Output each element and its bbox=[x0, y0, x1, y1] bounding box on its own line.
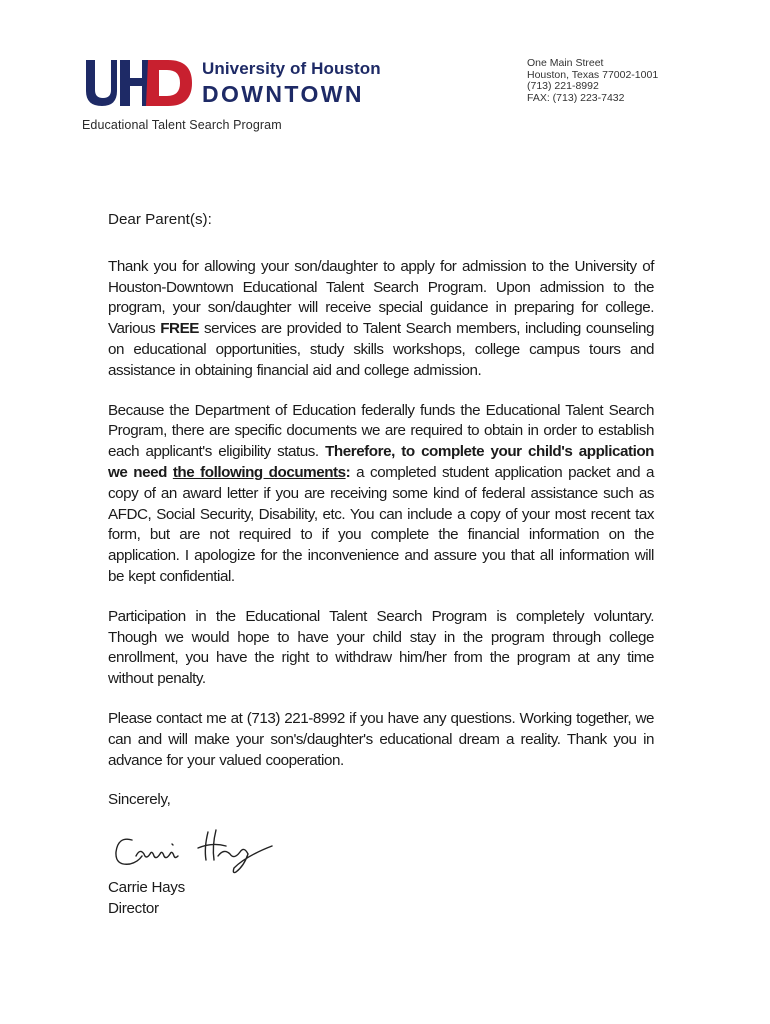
signer-name: Carrie Hays bbox=[108, 879, 185, 896]
free-emphasis: FREE bbox=[160, 320, 199, 338]
address-street: One Main Street bbox=[527, 57, 604, 69]
paragraph-contact: Please contact me at (713) 221-8992 if you have any questions. Working together, we can and will make your son's/daughter's educational dream a reality. Thank you in advance for your valued cooperation. bbox=[108, 709, 654, 769]
signer-block bbox=[108, 877, 185, 919]
salutation: Dear Parent(s): bbox=[108, 211, 212, 228]
signer-title: Director bbox=[108, 900, 159, 917]
paragraph-documents-text-e: a completed student application packet and a copy of an award letter if you are receiving some kind of federal assistance such as AFDC, Social Security, Disability, etc. You can include a copy of your most recent tax form, but are not required to if you complete the financial information on the application. I apologize for the inconvenience and assure you that all information will be kept confidential. bbox=[108, 463, 654, 585]
paragraph-documents-text-a: Because the Department of Education federally funds the Educational Talent Search Program, there are specific documents we are required to obtain in order to establish each applicant's eligibility status. bbox=[108, 401, 654, 461]
address-block bbox=[527, 58, 658, 104]
letter-body bbox=[108, 210, 654, 811]
paragraph-intro-text-a: Thank you for allowing your son/daughter to apply for admission to the University of Houston-Downtown Educational Talent Search Program. Upon admission to the program, your son/daughter will receive special guidance in preparing for college. Various bbox=[108, 257, 654, 338]
paragraph-intro-text-c: services are provided to Talent Search members, including counseling on educational opportunities, study skills workshops, college campus tours and assistance in obtaining financial aid and college admission. bbox=[108, 320, 654, 379]
address-phone: (713) 221-8992 bbox=[527, 80, 599, 92]
closing: Sincerely, bbox=[108, 791, 171, 809]
documents-emphasis: Therefore, to complete your child's application we need bbox=[108, 443, 654, 481]
address-city: Houston, Texas 77002-1001 bbox=[527, 68, 659, 81]
university-name-line1: University of Houston bbox=[202, 59, 381, 78]
paragraph-documents bbox=[108, 401, 654, 588]
university-name bbox=[202, 60, 381, 106]
address-fax: FAX: (713) 223-7432 bbox=[527, 91, 625, 104]
university-name-line2: DOWNTOWN bbox=[202, 81, 364, 107]
uhd-logo bbox=[84, 58, 194, 108]
documents-underlined: the following documents bbox=[172, 463, 346, 481]
signature-image bbox=[112, 826, 292, 874]
documents-colon: : bbox=[345, 463, 351, 481]
paragraph-intro bbox=[108, 257, 654, 382]
program-name: Educational Talent Search Program bbox=[82, 118, 282, 132]
paragraph-participation: Participation in the Educational Talent Search Program is completely voluntary. Though we would hope to have your child stay in the program through college enrollment, you have the right to withdraw him/her from the program at any time without penalty. bbox=[108, 607, 654, 688]
